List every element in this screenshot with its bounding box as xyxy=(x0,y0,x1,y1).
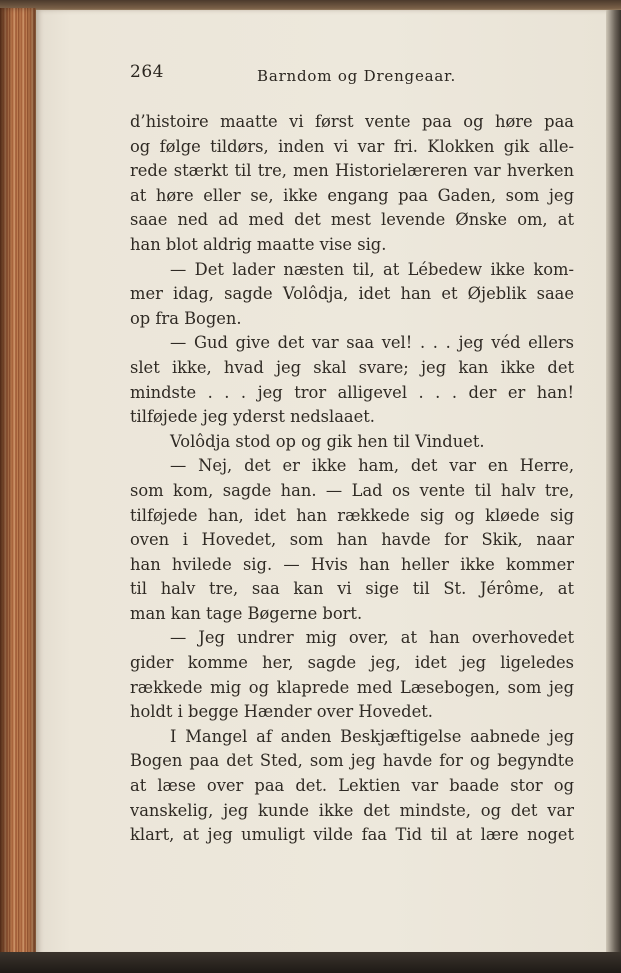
page-number: 264 xyxy=(130,62,164,82)
text-line: — Nej, det er ikke ham, det var en Herre, xyxy=(170,456,574,476)
text-line: oven i Hovedet, som han havde for Skik, naar xyxy=(130,530,574,550)
text-line: d’histoire maatte vi først vente paa og høre paa xyxy=(130,112,574,131)
running-title: Barndom og Drengeaar. xyxy=(257,67,457,85)
text-line: Volôdja stod op og gik hen til Vinduet. xyxy=(170,431,485,451)
bottom-page-edge xyxy=(0,952,621,973)
text-line: og følge tildørs, inden vi var fri. Klokken gik alle- xyxy=(130,136,574,156)
text-line: klart, at jeg umuligt vilde faa Tid til at lære noget xyxy=(130,825,574,845)
right-page-edge xyxy=(606,10,621,956)
text-line: gider komme her, sagde jeg, idet jeg ligeledes xyxy=(130,653,574,673)
text-line: — Jeg undrer mig over, at han overhovedet xyxy=(170,628,574,648)
text-line: — Det lader næsten til, at Lébedew ikke kom- xyxy=(170,259,574,279)
text-line: — Gud give det var saa vel! . . . jeg véd ellers xyxy=(170,333,574,353)
text-line: mindste . . . jeg tror alligevel . . . der er han! xyxy=(130,382,574,402)
text-line: vanskelig, jeg kunde ikke det mindste, og det var xyxy=(130,800,574,820)
text-line: holdt i begge Hænder over Hovedet. xyxy=(130,702,433,722)
text-line: rede stærkt til tre, men Historielæreren var hverken xyxy=(130,161,574,181)
text-line: han blot aldrig maatte vise sig. xyxy=(130,234,387,254)
page-header xyxy=(130,62,574,90)
text-line: tilføjede han, idet han rækkede sig og kløede sig xyxy=(130,505,574,525)
text-line: til halv tre, saa kan vi sige til St. Jérôme, at xyxy=(130,579,574,599)
text-line: saae ned ad med det mest levende Ønske om, at xyxy=(130,210,574,230)
body-text xyxy=(130,110,574,848)
text-line: rækkede mig og klaprede med Læsebogen, som jeg xyxy=(130,677,574,697)
text-line: Bogen paa det Sted, som jeg havde for og begyndte xyxy=(130,751,574,771)
spine-shadow xyxy=(0,8,12,958)
text-line: som kom, sagde han. — Lad os vente til halv tre, xyxy=(130,480,574,500)
text-line: slet ikke, hvad jeg skal svare; jeg kan ikke det xyxy=(130,357,574,377)
text-line: at høre eller se, ikke engang paa Gaden, som jeg xyxy=(130,185,574,205)
text-line: man kan tage Bøgerne bort. xyxy=(130,603,363,623)
text-line: mer idag, sagde Volôdja, idet han et Øjeblik saae xyxy=(130,284,574,304)
text-line: tilføjede jeg yderst nedslaaet. xyxy=(130,407,375,427)
text-line: I Mangel af anden Beskjæftigelse aabnede jeg xyxy=(170,726,574,746)
text-line: han hvilede sig. — Hvis han heller ikke kommer xyxy=(130,554,574,574)
text-line: op fra Bogen. xyxy=(130,308,242,328)
text-line: at læse over paa det. Lektien var baade stor og xyxy=(130,776,574,796)
